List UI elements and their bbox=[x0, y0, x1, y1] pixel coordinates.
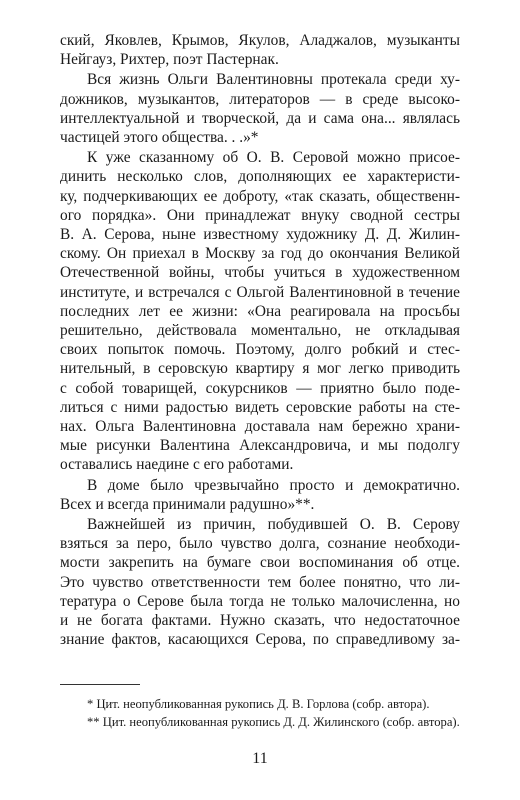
text-line: институте, и встречался с Ольгой Валентиновной в течение bbox=[60, 283, 460, 301]
text-line: дожников, музыкантов, литераторов — в среде высоко- bbox=[60, 90, 460, 108]
footnote-divider bbox=[60, 684, 140, 685]
text-line: оставались наедине с его работами. bbox=[60, 456, 294, 474]
text-line: ский, Яковлев, Крымов, Якулов, Аладжалов, музыканты bbox=[60, 32, 460, 49]
text-line: решительно, действовала моментально, не откладывая bbox=[60, 322, 460, 339]
text-line: интеллектуальной и творческой, да и сама она... являлась bbox=[60, 109, 460, 127]
text-line: и не богата фактами. Нужно сказать, что недостаточное bbox=[60, 612, 460, 629]
text-line: последних лет ее жизни: «Она реагировала на просьбы bbox=[60, 302, 460, 320]
text-line: Вся жизнь Ольги Валентиновны протекала среди ху- bbox=[87, 71, 460, 89]
footnote: ** Цит. неопубликованная рукопись Д. Д. Жилинского (собр. автора). bbox=[87, 715, 460, 729]
page-number: 11 bbox=[252, 750, 268, 767]
text-line: Отечественной войны, чтобы учиться в художественном bbox=[60, 264, 460, 282]
text-line: Всех и всегда принимали радушно»**. bbox=[60, 495, 315, 513]
text-line: К уже сказанному об О. В. Серовой можно присое- bbox=[87, 149, 460, 167]
text-line: скому. Он приехал в Москву за год до окончания Великой bbox=[60, 245, 460, 263]
text-line: В. А. Серова, ныне известному художнику Д. Д. Жилин- bbox=[60, 226, 460, 243]
text-line: В доме было чрезвычайно просто и демократично. bbox=[87, 476, 460, 494]
text-line: Важнейшей из причин, побудившей О. В. Серову bbox=[87, 516, 460, 533]
text-line: динить несколько слов, дополняющих ее характеристи- bbox=[60, 168, 460, 186]
text-line: тература о Серове была тогда не только малочисленна, но bbox=[60, 592, 460, 610]
text-line: частицей этого общества. . .»* bbox=[60, 129, 259, 146]
text-line: мые рисунки Валентина Александровича, и мы подолгу bbox=[60, 437, 460, 455]
text-line: нительный, в серовскую квартиру я мог легко приводить bbox=[60, 360, 460, 378]
text-line: взяться за перо, было чувство долга, сознание необходи- bbox=[60, 535, 460, 553]
text-line: знание фактов, касающихся Серова, по справедливому за- bbox=[60, 631, 460, 649]
text-line: нах. Ольга Валентиновна доставала нам бережно храни- bbox=[60, 418, 460, 435]
text-line: ого порядка». Они принадлежат внуку сводной сестры bbox=[60, 206, 460, 224]
text-line: мости закрепить на бумаге свои воспоминания об отце. bbox=[60, 554, 460, 572]
text-line: с собой товарищей, сокурсников — приятно было поде- bbox=[60, 379, 460, 397]
text-line: Это чувство ответственности тем более понятно, что ли- bbox=[60, 573, 460, 591]
text-line: своих попыток помочь. Поэтому, долго робкий и стес- bbox=[60, 341, 460, 359]
text-line: литься с ними радостью видеть серовские работы на сте- bbox=[60, 398, 460, 416]
text-line: Нейгауз, Рихтер, поэт Пастернак. bbox=[60, 51, 279, 69]
footnote: * Цит. неопубликованная рукопись Д. В. Горлова (собр. автора). bbox=[87, 697, 430, 711]
text-line: ку, подчеркивающих ее доброту, «так сказать, общественн- bbox=[60, 187, 460, 205]
